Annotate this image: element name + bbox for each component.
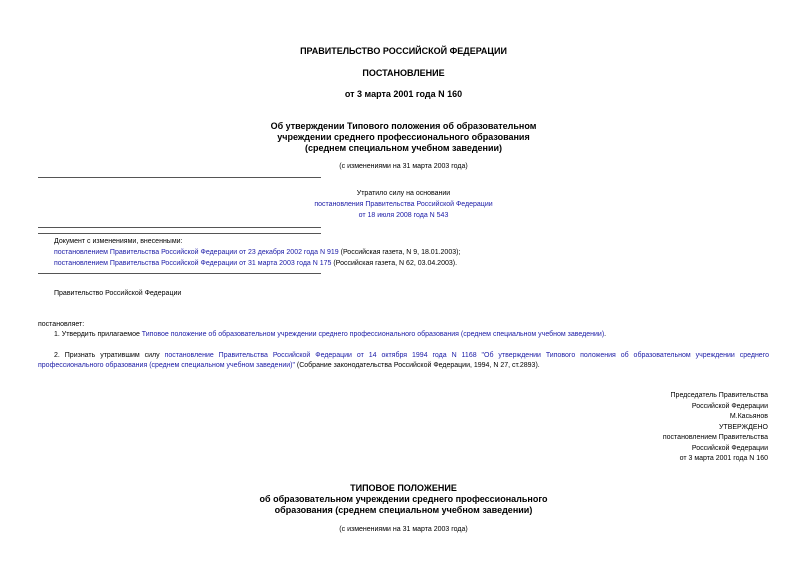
government-heading: ПРАВИТЕЛЬСТВО РОССИЙСКОЙ ФЕДЕРАЦИИ	[300, 46, 507, 56]
repeal-link-decree[interactable]: постановления Правительства Российской Федерации	[314, 201, 493, 208]
approved-date: от 3 марта 2001 года N 160	[679, 455, 768, 462]
repealed-decree-link[interactable]: постановление Правительства Российской Федерации от 14 октября 1994 года N 1168 "Об утверждении Типового положения об образовательном учреждении среднего профессионального образования (среднем специальном учебном заведении)"	[38, 352, 769, 369]
regulation-amendment-note: (с изменениями на 31 марта 2003 года)	[339, 526, 468, 533]
regulation-subtitle-line-2: образования (среднем специальном учебном заведении)	[274, 505, 533, 515]
amendments-intro: Документ с изменениями, внесенными:	[54, 238, 183, 245]
amendment-item	[54, 248, 460, 257]
divider	[38, 177, 321, 178]
approved-line: Российской Федерации	[691, 444, 768, 452]
document-date-number: от 3 марта 2001 года N 160	[344, 89, 463, 99]
signature-line: Российской Федерации	[691, 402, 768, 410]
approved-label: УТВЕРЖДЕНО	[718, 423, 768, 431]
paragraph-2-prefix: 2. Признать утратившим силу	[54, 352, 165, 359]
divider	[38, 233, 321, 234]
document-title-line-1: Об утверждении Типового положения об образовательном	[270, 121, 537, 131]
repeal-link-date[interactable]: от 18 июля 2008 года N 543	[358, 212, 449, 219]
document-type: ПОСТАНОВЛЕНИЕ	[362, 68, 445, 78]
approved-line: постановлением Правительства	[662, 434, 768, 441]
paragraph-2	[38, 351, 769, 371]
divider	[38, 273, 321, 274]
regulation-link[interactable]: Типовое положение об образовательном учреждении среднего профессионального образования (среднем специальном учебном заведении)	[141, 331, 605, 338]
paragraph-2-suffix: (Собрание законодательства Российской Федерации, 1994, N 27, ст.2893).	[294, 362, 540, 369]
divider	[38, 227, 321, 228]
repeal-note: Утратило силу на основании	[356, 190, 451, 197]
paragraph-1-prefix: 1. Утвердить прилагаемое	[54, 331, 142, 338]
decrees-word: постановляет:	[38, 321, 85, 328]
paragraph-1	[54, 330, 606, 339]
issuer: Правительство Российской Федерации	[54, 290, 182, 297]
amendment-link-919[interactable]: постановлением Правительства Российской Федерации от 23 декабря 2002 года N 919	[54, 249, 339, 256]
paragraph-1-suffix: .	[604, 331, 607, 338]
signature-line: Председатель Правительства	[670, 392, 768, 399]
document-title-line-2: учреждении среднего профессионального образования	[277, 132, 530, 142]
amendment-source: (Российская газета, N 9, 18.01.2003);	[338, 249, 461, 256]
regulation-title: ТИПОВОЕ ПОЛОЖЕНИЕ	[350, 483, 457, 493]
regulation-subtitle-line-1: об образовательном учреждении среднего профессионального	[259, 494, 548, 504]
amendment-item	[54, 259, 457, 268]
amendment-source: (Российская газета, N 62, 03.04.2003).	[331, 260, 458, 267]
signer-name: М.Касьянов	[729, 413, 768, 420]
amendment-link-175[interactable]: постановлением Правительства Российской Федерации от 31 марта 2003 года N 175	[54, 260, 332, 267]
signature-block	[663, 391, 768, 465]
amendment-note: (с изменениями на 31 марта 2003 года)	[339, 163, 468, 170]
document-title-line-3: (среднем специальном учебном заведении)	[304, 143, 503, 153]
